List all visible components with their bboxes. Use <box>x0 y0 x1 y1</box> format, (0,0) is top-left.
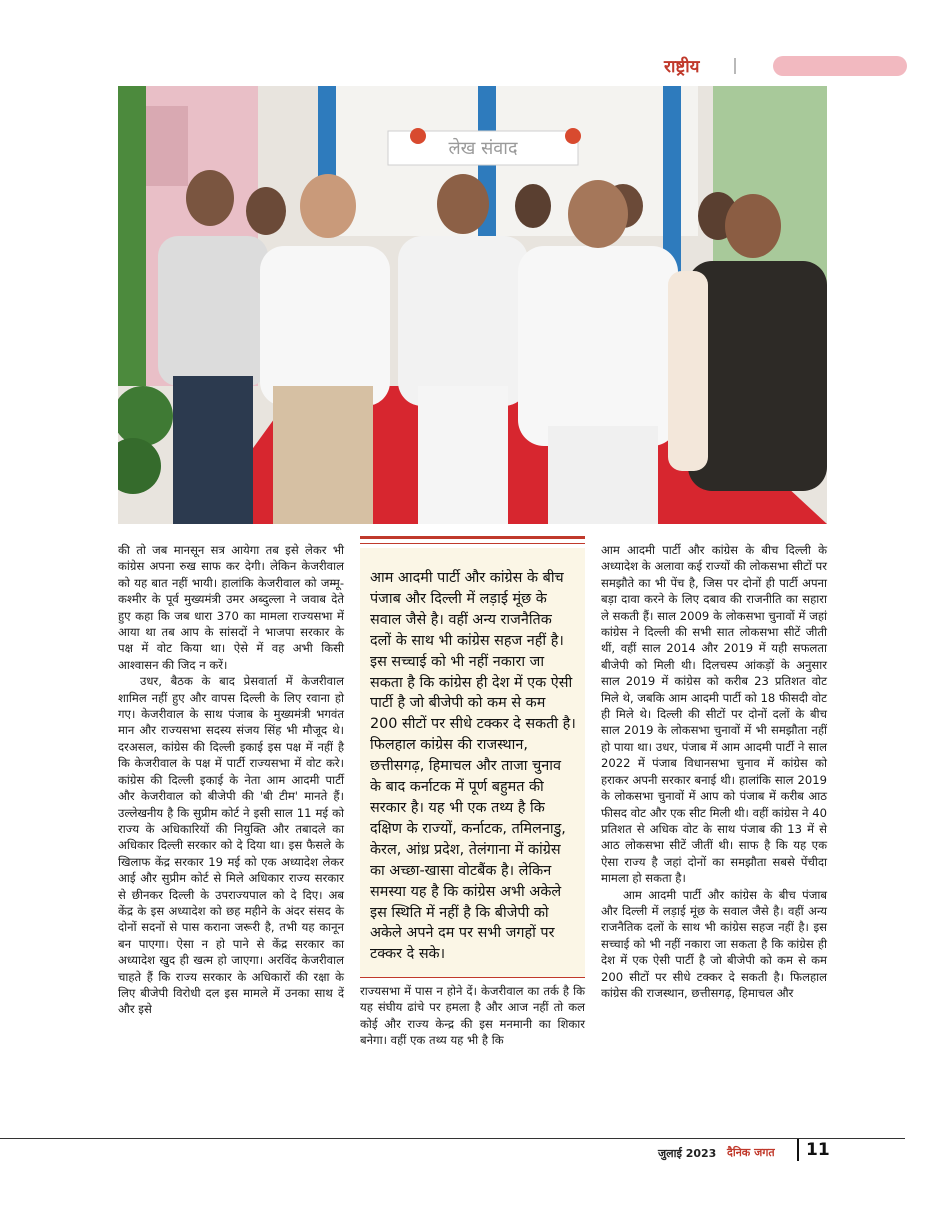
middle-column <box>360 983 585 1049</box>
left-column <box>118 542 344 1018</box>
middle-paragraph-1: राज्यसभा में पास न होने दें। केजरीवाल का तर्क है कि यह संघीय ढांचे पर हमला है और आज नहीं तो कल कोई और राज्य केन्द्र की इस मनमानी का शिकार बनेगा। वहीं एक तथ्य यह भी है कि <box>360 984 585 1048</box>
pull-quote-rule-thin <box>360 543 585 544</box>
page-number: 11 <box>806 1140 830 1160</box>
footer-rule <box>0 1138 905 1139</box>
footer-separator <box>797 1139 799 1161</box>
footer-date: जुलाई 2023 <box>658 1147 717 1160</box>
left-paragraph-2: उधर, बैठक के बाद प्रेसवार्ता में केजरीवाल शामिल नहीं हुए और वापस दिल्ली के लिए रवाना हो गए। केजरीवाल के साथ पंजाब के मुख्यमंत्री भगवंत मान और राज्यसभा सदस्य संजय सिंह भी मौजूद थे। दरअसल, कांग्रेस की दिल्ली इकाई इस पक्ष में नहीं है कि केजरीवाल के पक्ष में पार्टी राज्यसभा में वोट करे। कांग्रेस की दिल्ली इकाई के नेता आम आदमी पार्टी और केजरीवाल को बीजेपी की 'बी टीम' मानते हैं। उल्लेखनीय है कि सुप्रीम कोर्ट ने इसी साल 11 मई को राज्य के अधिकारियों की नियुक्ति और तबादले का अधिकार दिल्ली सरकार को दे दिया था। इस फैसले के खिलाफ केंद्र सरकार 19 मई को एक अध्यादेश लेकर आई और सुप्रीम कोर्ट से मिले अधिकार राज्य सरकार से छीनकर दिल्ली के उपराज्यपाल को दे दिए। अब केंद्र के इस अध्यादेश को छह महीने के अंदर संसद के दोनों सदनों से पास कराना जरूरी है, तभी यह कानून बन पाएगा। ऐसा न हो पाने से केंद्र सरकार का अध्यादेश खुद ही खत्म हो जाएगा। अरविंद केजरीवाल चाहते हैं कि राज्य सरकार के अधिकारों की रक्षा के लिए बीजेपी विरोधी दल इस मामले में उनका साथ दें और इसे <box>118 674 344 1017</box>
section-label: राष्ट्रीय <box>664 57 700 77</box>
footer-magazine-name: दैनिक जगत <box>727 1146 775 1159</box>
article-photo <box>118 86 827 524</box>
right-column <box>601 542 827 1001</box>
right-paragraph-2: आम आदमी पार्टी और कांग्रेस के बीच पंजाब और दिल्ली में लड़ाई मूंछ के सवाल जैसे है। वहीं अन्य राजनैतिक दलों के साथ भी कांग्रेस सहज नहीं है। इस सच्चाई को भी नहीं नकारा जा सकता है कि कांग्रेस ही देश में एक ऐसी पार्टी है जो बीजेपी को कम से कम 200 सीटों पर सीधे टक्कर दे सकती है। फिलहाल कांग्रेस की राजस्थान, छत्तीसगढ़, हिमाचल और <box>601 887 827 1000</box>
pull-quote-rule-top <box>360 536 585 539</box>
pull-quote-rule-bottom <box>360 977 585 978</box>
right-paragraph-1: आम आदमी पार्टी और कांग्रेस के बीच दिल्ली के अध्यादेश के अलावा कई राज्यों की लोकसभा सीटों पर समझौते का भी पेंच है, जिस पर दोनों ही पार्टी अपना बड़ा दावा करने के लिए दबाव की राजनीति का सहारा ले सकती हैं। साल 2009 के लोकसभा चुनावों में जहां कांग्रेस ने दिल्ली की सभी सात लोकसभा सीटें जीती थीं, वहीं साल 2014 और 2019 में यही सफलता बीजेपी को मिली थी। दिलचस्प आंकड़ों के अनुसार साल 2019 में कांग्रेस को करीब 23 प्रतिशत वोट मिले थे, जबकि आम आदमी पार्टी को 18 फीसदी वोट ही मिले थे। दिल्ली की सीटों पर दोनों दलों के बीच साल 2019 के लोकसभा चुनावों में भी समझौता नहीं हो पाया था। उधर, पंजाब में आम आदमी पार्टी ने साल 2022 में पंजाब विधानसभा चुनाव में कांग्रेस को हराकर अपनी सरकार बनाई थी। हालांकि साल 2019 के लोकसभा चुनावों में आप को पंजाब में करीब आठ फीसद वोट और एक सीट मिली थी। वहीं कांग्रेस ने 40 प्रतिशत से अधिक वोट के साथ पंजाब की 13 में से आठ लोकसभा सीटें जीतीं थी। साफ है कि यह एक ऐसा राज्य है जहां दोनों का समझौता सबसे पेंचीदा मामला हो सकता है। <box>601 543 827 886</box>
section-divider <box>734 58 736 74</box>
banner-text: लेख संवाद <box>448 138 518 159</box>
left-paragraph-1: की तो जब मानसून सत्र आयेगा तब इसे लेकर भी कांग्रेस अपना रुख साफ कर देगी। लेकिन केजरीवाल को यह बात नहीं भायी। हालांकि केजरीवाल को जम्मू-कश्मीर के पूर्व मुख्यमंत्री उमर अब्दुल्ला ने जवाब देते हुए कहा कि जब धारा 370 का मामला राज्यसभा में आया था तब आप के सांसदों ने भाजपा सरकार के पक्ष में वोट किया था। ऐसे में वह अभी किसी आश्वासन की जिद न करें। <box>118 543 344 672</box>
pull-quote: आम आदमी पार्टी और कांग्रेस के बीच पंजाब और दिल्ली में लड़ाई मूंछ के सवाल जैसे है। वहीं अन्य राजनैतिक दलों के साथ भी कांग्रेस सहज नहीं है। इस सच्चाई को भी नहीं नकारा जा सकता है कि कांग्रेस ही देश में एक ऐसी पार्टी है जो बीजेपी को कम से कम 200 सीटों पर सीधे टक्कर दे सकती है। फिलहाल कांग्रेस की राजस्थान, छत्तीसगढ़, हिमाचल और ताजा चुनाव के बाद कर्नाटक में पूर्ण बहुमत की सरकार है। यह भी एक तथ्य है कि दक्षिण के राज्यों, कर्नाटक, तमिलनाडु, केरल, आंध्र प्रदेश, तेलंगाना में कांग्रेस का अच्छा-खासा वोटबैंक है। लेकिन समस्या यह है कि कांग्रेस अभी अकेले इस स्थिति में नहीं है कि बीजेपी को अकेले अपने दम पर सभी जगहों पर टक्कर दे सके। <box>370 570 576 963</box>
section-pill <box>773 56 907 76</box>
